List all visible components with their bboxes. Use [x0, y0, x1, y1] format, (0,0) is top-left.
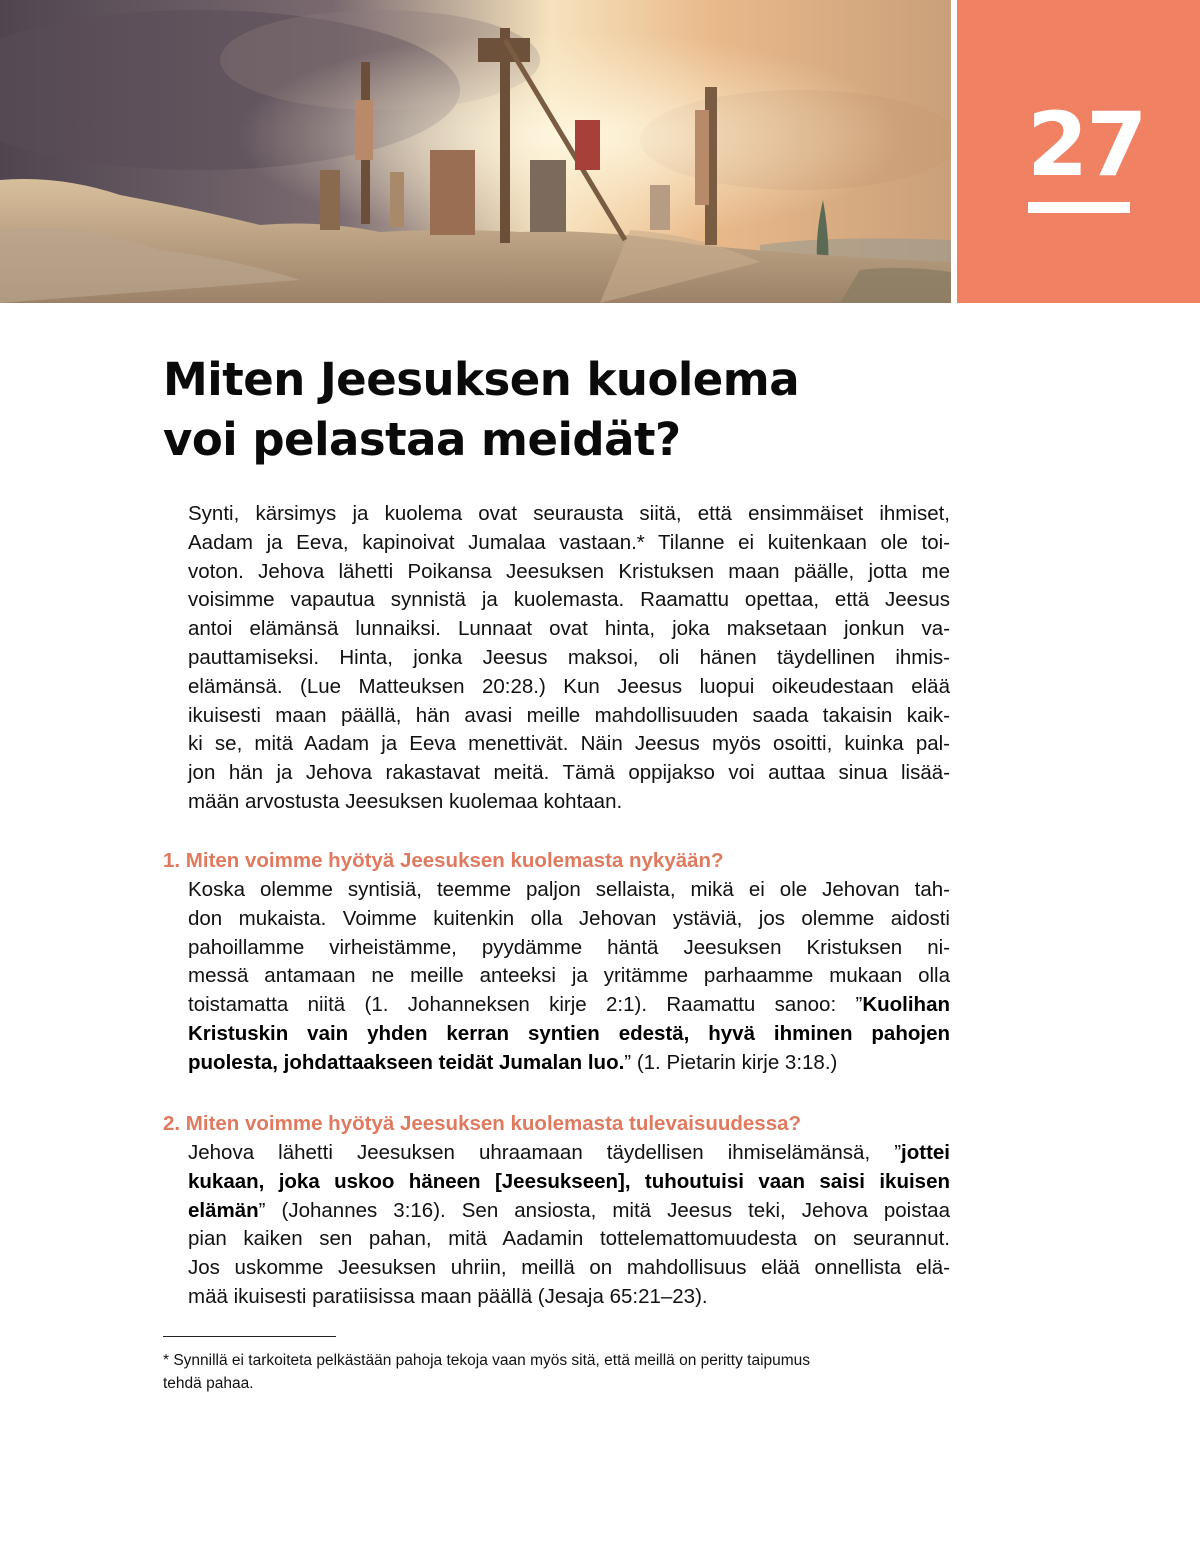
text-line [188, 1283, 950, 1312]
chapter-number-box [957, 0, 1200, 303]
text-line [188, 644, 950, 673]
text-line [188, 905, 950, 934]
text-segment: messä antamaan ne meille anteeksi ja yritämme parhaamme mukaan olla [188, 964, 950, 988]
text-segment: toistamatta niitä (1. Johanneksen kirje 2:1). Raamattu sanoo: ” [188, 993, 863, 1017]
text-segment: ” (1. Pietarin kirje 3:18.) [624, 1050, 838, 1074]
text-segment: Jehova lähetti Jeesuksen uhraamaan täydellisen ihmiselämänsä, ” [188, 1141, 902, 1164]
bold-quote-text: Kuolihan [862, 993, 950, 1017]
text-line [188, 1139, 950, 1168]
text-segment: jon hän ja Jehova rakastavat meitä. Tämä oppijakso voi auttaa sinua lisää- [188, 761, 950, 785]
text-segment: Synti, kärsimys ja kuolema ovat seurausta siitä, että ensimmäiset ihmiset, [188, 502, 950, 525]
text-line [188, 702, 950, 731]
text-segment: elämänsä. (Lue Matteuksen 20:28.) Kun Jeesus luopui oikeudestaan elää [188, 674, 950, 698]
text-segment: Aadam ja Eeva, kapinoivat Jumalaa vastaan.* Tilanne ei kuitenkaan ole toi- [188, 530, 950, 554]
text-segment: ki se, mitä Aadam ja Eeva menettivät. Näin Jeesus myös osoitti, kuinka pal- [188, 732, 950, 756]
text-line [188, 730, 950, 759]
text-segment: mään arvostusta Jeesuksen kuolemaa kohtaan. [188, 789, 623, 813]
chapter-underline [1028, 202, 1130, 213]
text-segment: pian kaiken sen pahan, mitä Aadamin tottelemattomuudesta on seurannut. [188, 1227, 950, 1251]
text-line [188, 1049, 950, 1078]
text-segment: ikuisesti maan päällä, hän avasi meille mahdollisuuden saada takaisin kaik- [188, 703, 950, 727]
text-line [188, 558, 950, 587]
text-line [188, 759, 950, 788]
bold-quote-text: puolesta, johdattaakseen teidät Jumalan luo. [188, 1050, 625, 1074]
text-segment: mää ikuisesti paratiisissa maan päällä (Jesaja 65:21–23). [188, 1284, 708, 1308]
text-line [188, 500, 950, 529]
text-line [188, 1225, 950, 1254]
text-line [188, 962, 950, 991]
text-segment: pahoillamme virheistämme, pyydämme häntä Jeesuksen Kristuksen ni- [188, 935, 950, 959]
chapter-number: 27 [1027, 93, 1146, 196]
hero-illustration [0, 0, 951, 303]
footnote-separator [163, 1336, 336, 1337]
text-line [188, 615, 950, 644]
text-segment: voisimme vapautua synnistä ja kuolemasta. Raamattu opettaa, että Jeesus [188, 588, 950, 612]
section-2-paragraph [188, 1139, 950, 1312]
text-line [188, 673, 950, 702]
title-line-1: Miten Jeesuksen kuolema [163, 353, 800, 406]
text-line [188, 991, 950, 1020]
text-line [188, 876, 950, 905]
title-line-2: voi pelastaa meidät? [163, 413, 681, 466]
footnote-line-2: tehdä pahaa. [163, 1375, 254, 1392]
text-segment: pauttamiseksi. Hinta, jonka Jeesus maksoi, oli hänen täydellinen ihmis- [188, 645, 950, 669]
text-segment: don mukaista. Voimme kuitenkin olla Jehovan ystäviä, jos olemme aidosti [188, 906, 950, 930]
text-line [188, 1168, 950, 1197]
text-segment: ” (Johannes 3:16). Sen ansiosta, mitä Jeesus teki, Jehova poistaa [258, 1198, 950, 1222]
text-line [188, 788, 950, 817]
section-2-heading: 2. Miten voimme hyötyä Jeesuksen kuolemasta tulevaisuudessa? [163, 1112, 802, 1135]
text-line [188, 586, 950, 615]
text-segment: Jos uskomme Jeesuksen uhriin, meillä on mahdollisuus elää onnellista elä- [188, 1256, 950, 1280]
footnote-line-1: * Synnillä ei tarkoiteta pelkästään pahoja tekoja vaan myös sitä, että meillä on peritty taipumus [163, 1352, 811, 1369]
text-line [188, 1020, 950, 1049]
text-line [188, 529, 950, 558]
bold-quote-text: kukaan, joka uskoo häneen [Jeesukseen], tuhoutuisi vaan saisi ikuisen [188, 1169, 950, 1193]
section-1-paragraph [188, 876, 950, 1078]
text-line [188, 934, 950, 963]
crucifixion-scene-image [0, 0, 951, 303]
text-segment: voton. Jehova lähetti Poikansa Jeesuksen Kristuksen maan päälle, jotta me [188, 559, 950, 583]
bold-quote-text: jottei [901, 1141, 950, 1164]
text-segment: antoi elämänsä lunnaiksi. Lunnaat ovat hinta, joka maksetaan jonkun va- [188, 617, 950, 641]
bold-quote-text: elämän [188, 1198, 259, 1222]
page-title [163, 350, 923, 470]
text-segment: Koska olemme syntisiä, teemme paljon sellaista, mikä ei ole Jehovan tah- [188, 878, 950, 901]
footnote [163, 1349, 963, 1395]
intro-paragraph [188, 500, 950, 817]
section-1-heading: 1. Miten voimme hyötyä Jeesuksen kuolemasta nykyään? [163, 849, 724, 872]
text-line [188, 1197, 950, 1226]
bold-quote-text: Kristuskin vain yhden kerran syntien edestä, hyvä ihminen pahojen [188, 1021, 950, 1045]
text-line [188, 1254, 950, 1283]
